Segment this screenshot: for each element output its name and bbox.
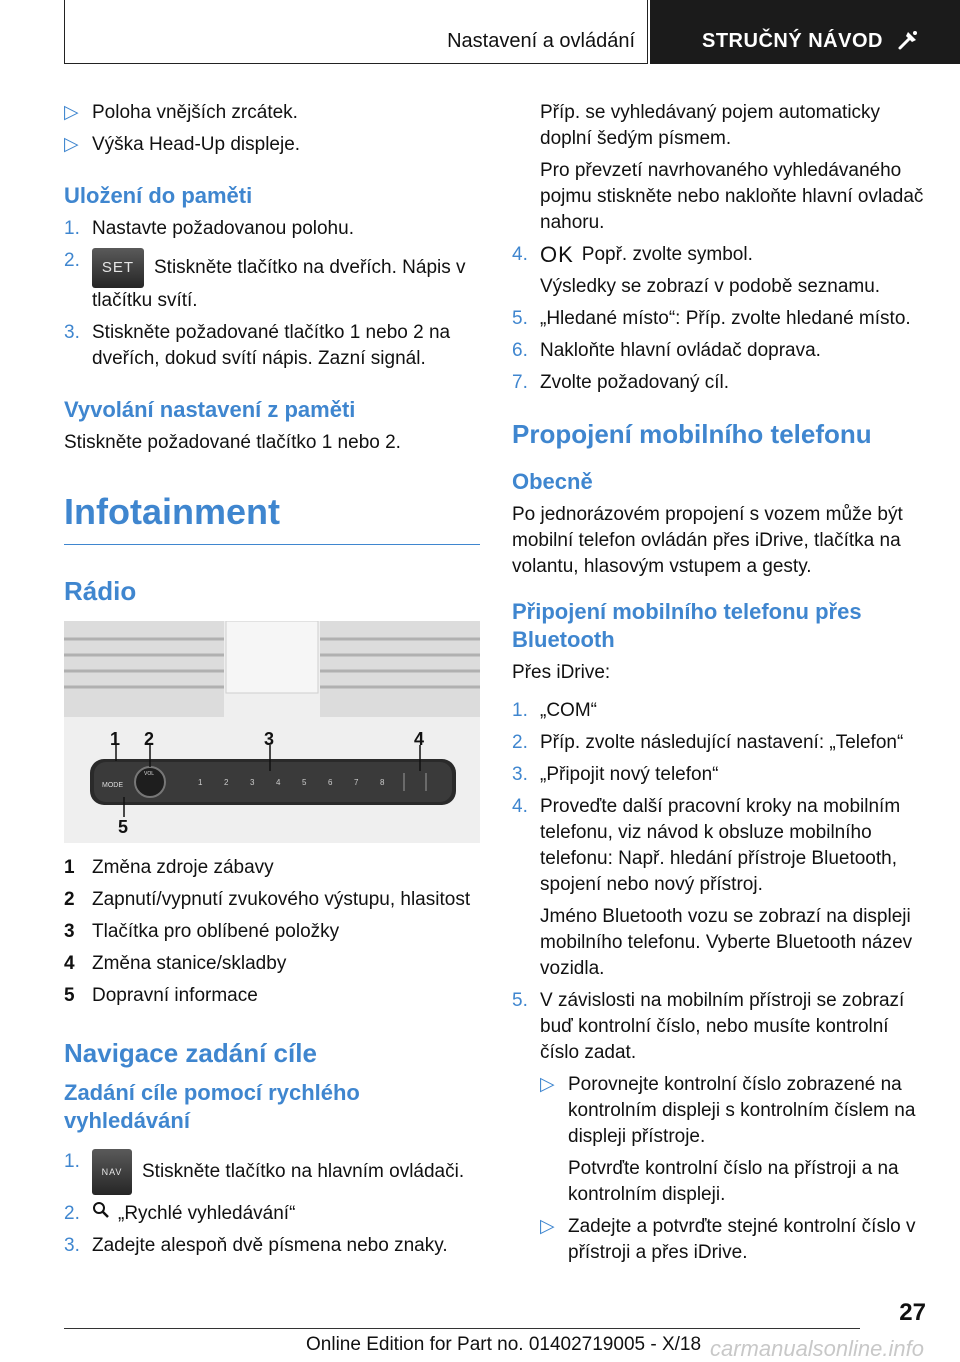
sub-bullet-item: ▷ Zadejte a potvrďte stejné kontrolní číslo v přístroji a přes iDrive. (512, 1214, 926, 1266)
nav-subheading: Zadání cíle pomocí rychlého vyhledávání (64, 1080, 360, 1133)
step-item: 1. Nastavte požadovanou polohu. (64, 218, 354, 239)
header-section-box (64, 0, 648, 64)
preset-8-label: 8 (380, 778, 385, 787)
edition-text: Online Edition for Part no. 01402719005 - X/18 (306, 1334, 702, 1355)
step-item: 4. Proveďte další pracovní kroky na mobilním telefonu, viz návod k obsluze mobilního telefonu: Např. hledání přístroje Bluetooth, spojení nebo nový přístroj. (512, 796, 901, 896)
bluetooth-intro: Přes iDrive: (512, 662, 611, 684)
step-item: 5. „Hledané místo“: Příp. zvolte hledané místo. (512, 308, 911, 330)
header-section-title: Nastavení a ovládání (447, 30, 635, 52)
quick-guide-icon (896, 28, 920, 60)
left-column (64, 100, 480, 1265)
bullet-item: ▷ Výška Head-Up displeje. (64, 132, 480, 158)
preset-2-label: 2 (224, 778, 229, 787)
set-button-icon: SET (92, 248, 144, 288)
preset-5-label: 5 (302, 778, 307, 787)
footer-divider (64, 1328, 860, 1329)
page-number: 27 (899, 1299, 926, 1326)
right-column (512, 100, 926, 1272)
step-note: Jméno Bluetooth vozu se zobrazí na displeji mobilního telefonu. Vyberte Bluetooth název vozidla. (540, 906, 913, 980)
bluetooth-heading: Připojení mobilního telefonu přes Bluetooth (512, 599, 862, 653)
sub-bullet-item: ▷ Porovnejte kontrolní číslo zobrazené na kontrolním displeji s kontrolním číslem na displeji přístroje. (512, 1072, 926, 1150)
watermark: carmanualsonline.info (709, 1336, 924, 1361)
radio-panel-figure (64, 621, 480, 843)
step-item: 3. Stiskněte požadované tlačítko 1 nebo 2 na dveřích, dokud svítí nápis. Zazní signál. (64, 322, 451, 369)
callout-4: 4 (414, 729, 425, 749)
step-item: 7. Zvolte požadovaný cíl. (512, 372, 730, 394)
radio-heading: Rádio (64, 576, 137, 606)
triangle-bullet-icon: ▷ (64, 134, 79, 155)
callout-2: 2 (144, 729, 155, 749)
legend-item: 3 Tlačítka pro oblíbené položky (64, 921, 340, 942)
triangle-bullet-icon: ▷ (540, 1216, 555, 1238)
preset-7-label: 7 (354, 778, 359, 787)
ok-icon: OK (540, 242, 574, 267)
callout-1: 1 (110, 729, 121, 749)
callout-5: 5 (118, 817, 129, 837)
infotainment-heading: Infotainment (64, 492, 480, 545)
legend-item: 2 Zapnutí/vypnutí zvukového výstupu, hlasitost (64, 889, 471, 910)
step-item: 2. Příp. zvolte následující nastavení: „Telefon“ (512, 732, 904, 754)
legend-item: 1 Změna zdroje zábavy (64, 857, 274, 878)
bullet-item: ▷ Poloha vnějších zrcátek. (64, 100, 480, 126)
step-item: 2. SET Stiskněte tlačítko na dveřích. Nápis v tlačítku svítí. (64, 250, 466, 311)
step-item: 3. „Připojit nový telefon“ (512, 764, 719, 786)
memory-heading: Uložení do paměti (64, 183, 253, 208)
sub-bullet-note: Potvrďte kontrolní číslo na přístroji a na kontrolním displeji. (568, 1158, 899, 1206)
recall-text: Stiskněte požadované tlačítko 1 nebo 2. (64, 432, 401, 453)
step-item: 1. NAV Stiskněte tlačítko na hlavním ovládači. (64, 1149, 480, 1195)
continued-text: Příp. se vyhledávaný pojem automaticky doplní šedým písmem. (540, 102, 881, 149)
step-note: Výsledky se zobrazí v podobě seznamu. (540, 276, 881, 298)
step-item: 3. Zadejte alespoň dvě písmena nebo znaky. (64, 1235, 448, 1257)
step-item: 6. Nakloňte hlavní ovládač doprava. (512, 340, 821, 362)
continued-text: Pro převzetí navrhovaného vyhledávaného pojmu stiskněte nebo nakloňte hlavní ovladač nahoru. (540, 160, 924, 233)
nav-heading: Navigace zadání cíle (64, 1038, 317, 1068)
step-item: 4. OK Popř. zvolte symbol. (512, 242, 753, 267)
general-text: Po jednorázovém propojení s vozem může být mobilní telefon ovládán přes iDrive, tlačítka na volantu, hlasovým vstupem a gesty. (512, 504, 903, 578)
recall-heading: Vyvolání nastavení z paměti (64, 397, 356, 422)
legend-item: 5 Dopravní informace (64, 985, 258, 1006)
header-chapter-title: STRUČNÝ NÁVOD (702, 30, 883, 52)
preset-6-label: 6 (328, 778, 333, 787)
search-icon (92, 1201, 110, 1227)
step-item: 2. „Rychlé vyhledávání“ (64, 1201, 480, 1227)
legend-item: 4 Změna stanice/skladby (64, 953, 287, 974)
triangle-bullet-icon: ▷ (64, 102, 79, 123)
preset-1-label: 1 (198, 778, 203, 787)
preset-4-label: 4 (276, 778, 281, 787)
vol-label: VOL (144, 771, 155, 777)
mode-label: MODE (102, 782, 123, 789)
step-item: 5. V závislosti na mobilním přístroji se zobrazí buď kontrolní číslo, nebo musíte kontrolní číslo zadat. (512, 990, 905, 1064)
preset-3-label: 3 (250, 778, 255, 787)
callout-3: 3 (264, 729, 275, 749)
step-item: 1. „COM“ (512, 700, 597, 722)
phone-heading: Propojení mobilního telefonu (512, 419, 872, 450)
triangle-bullet-icon: ▷ (540, 1074, 555, 1096)
header-chapter-box (650, 0, 960, 64)
general-heading: Obecně (512, 469, 593, 495)
nav-button-icon: NAV (92, 1149, 132, 1195)
